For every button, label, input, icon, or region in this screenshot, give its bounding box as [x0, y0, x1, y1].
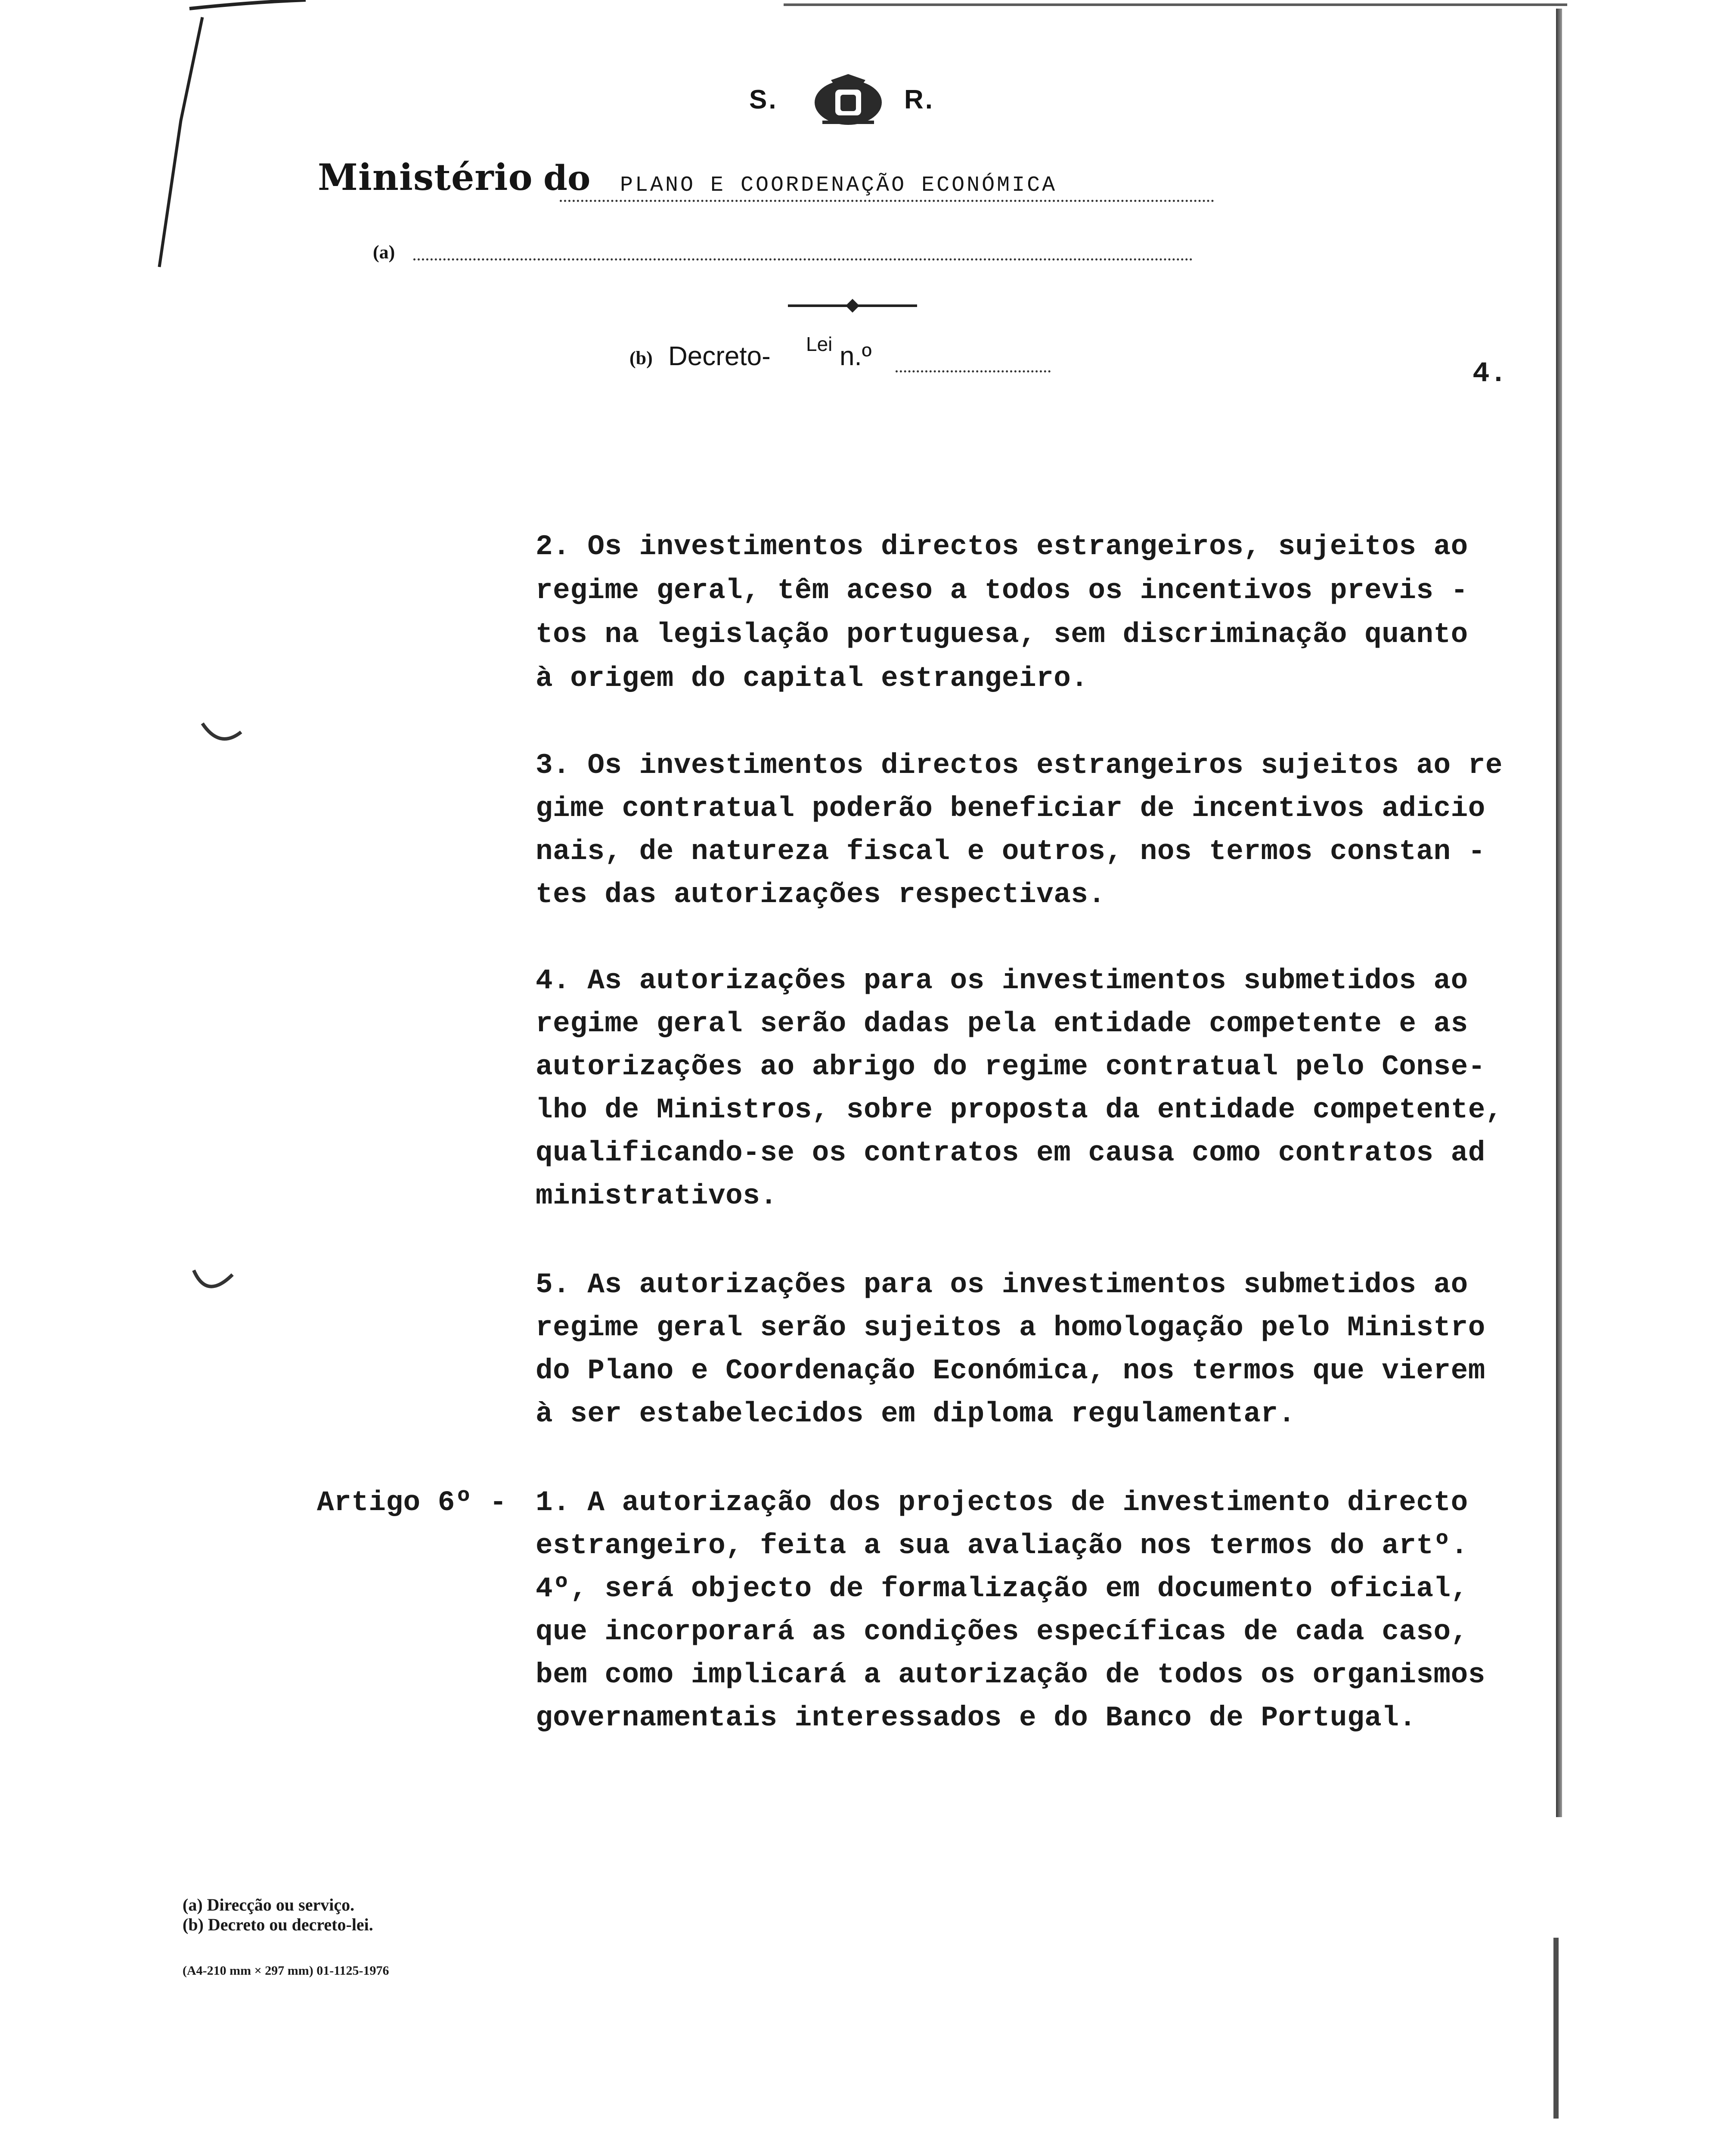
scan-edge-right	[1556, 9, 1562, 1817]
p5-line-4: à ser estabelecidos em diploma regulamentar.	[536, 1398, 1296, 1430]
footnote-a: (a) Direcção ou serviço.	[183, 1895, 355, 1914]
header-s-letter: S.	[749, 85, 778, 115]
p3-line-2: gime contratual poderão beneficiar de incentivos adicio	[536, 792, 1485, 825]
coat-of-arms-icon	[805, 71, 891, 132]
p4-line-6: ministrativos.	[536, 1180, 778, 1212]
decreto-label: Decreto-	[668, 341, 771, 371]
p5-line-3: do Plano e Coordenação Económica, nos termos que vierem	[536, 1355, 1485, 1387]
artigo-line-1: 1. A autorização dos projectos de investimento directo	[536, 1486, 1468, 1519]
decree-dotted-line	[896, 370, 1051, 372]
ministry-dotted-line	[560, 200, 1214, 202]
p3-line-3: nais, de natureza fiscal e outros, nos termos constan -	[536, 835, 1485, 868]
p3-line-1: 3. Os investimentos directos estrangeiros sujeitos ao re	[536, 749, 1503, 782]
p3-line-4: tes das autorizações respectivas.	[536, 878, 1106, 911]
ministerio-do-label: do	[543, 158, 591, 198]
p4-line-1: 4. As autorizações para os investimentos submetidos ao	[536, 965, 1468, 997]
p2-line-3: tos na legislação portuguesa, sem discriminação quanto	[536, 618, 1468, 651]
decreto-handwritten-lei: Lei	[806, 333, 833, 355]
p2-line-4: à origem do capital estrangeiro.	[536, 662, 1088, 695]
scan-edge-top	[784, 3, 1567, 6]
artigo-line-2: estrangeiro, feita a sua avaliação nos termos do artº.	[536, 1529, 1468, 1562]
artigo-line-4: que incorporará as condições específicas de cada caso,	[536, 1616, 1468, 1648]
p2-line-2: regime geral, têm aceso a todos os incentivos previs -	[536, 574, 1468, 607]
header-r-letter: R.	[904, 85, 934, 115]
decreto-number-label: n.º	[840, 341, 872, 371]
scan-mark-left	[142, 0, 323, 276]
artigo-line-6: governamentais interessados e do Banco de Portugal.	[536, 1702, 1417, 1734]
artigo-label: Artigo 6º -	[317, 1486, 507, 1519]
artigo-line-5: bem como implicará a autorização de todos os organismos	[536, 1659, 1485, 1691]
ministry-name: PLANO E COORDENAÇÃO ECONÓMICA	[620, 173, 1057, 198]
ornament-divider-icon	[784, 293, 921, 319]
p4-line-2: regime geral serão dadas pela entidade competente e as	[536, 1008, 1468, 1040]
service-dotted-line	[413, 258, 1193, 261]
p4-line-4: lho de Ministros, sobre proposta da entidade competente,	[536, 1094, 1503, 1126]
p5-line-1: 5. As autorizações para os investimentos submetidos ao	[536, 1269, 1468, 1301]
form-code: (A4-210 mm × 297 mm) 01-1125-1976	[183, 1964, 389, 1978]
p5-line-2: regime geral serão sujeitos a homologação pelo Ministro	[536, 1312, 1485, 1344]
page-number: 4.	[1472, 357, 1507, 390]
ministerio-label: Ministério	[318, 156, 533, 199]
artigo-line-3: 4º, será objecto de formalização em documento oficial,	[536, 1573, 1468, 1605]
p2-line-1: 2. Os investimentos directos estrangeiros, sujeitos ao	[536, 530, 1468, 563]
p4-line-3: autorizações ao abrigo do regime contratual pelo Conse-	[536, 1051, 1485, 1083]
p4-line-5: qualificando-se os contratos em causa como contratos ad	[536, 1137, 1485, 1169]
binding-hole-mark-1	[198, 715, 250, 754]
label-a-service: (a)	[373, 242, 395, 263]
footnote-b: (b) Decreto ou decreto-lei.	[183, 1915, 373, 1934]
binding-hole-mark-2	[189, 1266, 241, 1305]
scan-edge-right-lower	[1553, 1938, 1559, 2119]
label-b-decree: (b)	[629, 347, 653, 369]
